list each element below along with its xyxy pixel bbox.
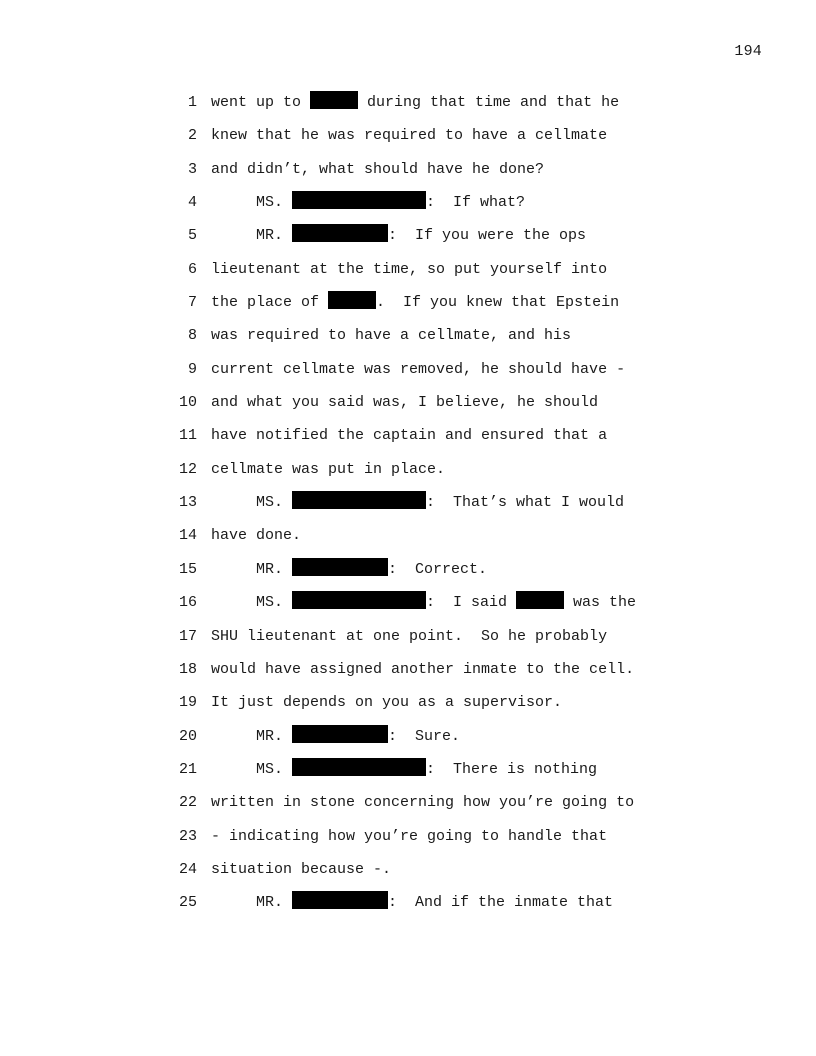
line-text bbox=[211, 624, 607, 650]
text-segment: during that time and that he bbox=[358, 94, 620, 111]
line-number: 4 bbox=[187, 194, 197, 212]
text-segment: : There is nothing bbox=[426, 760, 598, 778]
line-number: 22 bbox=[178, 794, 197, 812]
line-text bbox=[211, 390, 598, 416]
transcript-line bbox=[170, 657, 690, 690]
text-segment: . If you knew that Epstein bbox=[376, 294, 620, 312]
line-number: 8 bbox=[187, 327, 197, 345]
line-number: 13 bbox=[178, 494, 197, 512]
transcript-line bbox=[170, 890, 690, 923]
redaction-box bbox=[292, 758, 426, 776]
transcript-line bbox=[170, 357, 690, 390]
line-number: 10 bbox=[178, 394, 197, 412]
text-segment: situation because -. bbox=[211, 860, 392, 878]
text-segment: and what you said was, I believe, he should bbox=[211, 394, 599, 412]
text-segment: MR. bbox=[211, 727, 293, 745]
text-segment: was required to have a cellmate, and his bbox=[211, 327, 572, 345]
line-text bbox=[211, 790, 634, 816]
transcript-line bbox=[170, 490, 690, 523]
text-segment: SHU lieutenant at one point. So he probably bbox=[211, 627, 608, 645]
transcript-line bbox=[170, 423, 690, 456]
line-text bbox=[211, 590, 636, 616]
line-text bbox=[211, 657, 634, 683]
line-number: 7 bbox=[187, 294, 197, 312]
redaction-box bbox=[292, 224, 388, 242]
line-number: 17 bbox=[178, 627, 197, 645]
transcript-line bbox=[170, 757, 690, 790]
transcript-line bbox=[170, 123, 690, 156]
transcript-line bbox=[170, 323, 690, 356]
transcript-line bbox=[170, 223, 690, 256]
transcript-line bbox=[170, 557, 690, 590]
transcript-line bbox=[170, 690, 690, 723]
text-segment: current cellmate was removed, he should have - bbox=[211, 360, 626, 378]
text-segment: was the bbox=[564, 594, 637, 612]
text-segment: cellmate was put in place. bbox=[211, 460, 446, 478]
text-segment: : If what? bbox=[426, 194, 526, 212]
line-number: 12 bbox=[178, 460, 197, 478]
line-number: 16 bbox=[178, 594, 197, 612]
line-text bbox=[211, 490, 624, 516]
transcript-line bbox=[170, 390, 690, 423]
redaction-box bbox=[292, 725, 388, 743]
line-number: 14 bbox=[178, 527, 197, 545]
line-number: 23 bbox=[178, 827, 197, 845]
transcript-line bbox=[170, 590, 690, 623]
line-number: 20 bbox=[178, 727, 197, 745]
line-text bbox=[211, 123, 607, 149]
line-text bbox=[211, 290, 619, 316]
text-segment: MR. bbox=[211, 894, 293, 912]
line-number: 19 bbox=[178, 694, 197, 712]
line-number: 9 bbox=[187, 360, 197, 378]
text-segment: It just depends on you as a supervisor. bbox=[211, 694, 563, 712]
line-text bbox=[211, 724, 460, 750]
redaction-box bbox=[516, 591, 564, 609]
redaction-box bbox=[292, 891, 388, 909]
transcript-line bbox=[170, 190, 690, 223]
text-segment: lieutenant at the time, so put yourself into bbox=[211, 260, 608, 278]
text-segment: MS. bbox=[211, 494, 293, 512]
line-number: 3 bbox=[187, 160, 197, 178]
redaction-box bbox=[310, 91, 358, 109]
line-text bbox=[211, 223, 586, 249]
line-text bbox=[211, 157, 544, 183]
text-segment: have done. bbox=[211, 527, 302, 545]
redaction-box bbox=[328, 291, 376, 309]
text-segment: : That’s what I would bbox=[426, 494, 625, 512]
text-segment: MS. bbox=[211, 194, 293, 212]
line-text bbox=[211, 857, 391, 883]
line-text bbox=[211, 190, 525, 216]
transcript-line bbox=[170, 857, 690, 890]
line-number: 1 bbox=[187, 94, 197, 111]
line-text bbox=[211, 457, 445, 483]
redaction-box bbox=[292, 191, 426, 209]
text-segment: : If you were the ops bbox=[388, 227, 587, 245]
line-text bbox=[211, 690, 562, 716]
redaction-box bbox=[292, 491, 426, 509]
line-number: 5 bbox=[187, 227, 197, 245]
line-text bbox=[211, 357, 625, 383]
text-segment: : I said bbox=[426, 594, 517, 612]
transcript-lines bbox=[170, 90, 690, 924]
line-number: 11 bbox=[178, 427, 197, 445]
text-segment: and didn’t, what should have he done? bbox=[211, 160, 545, 178]
line-text bbox=[211, 423, 607, 449]
text-segment: MS. bbox=[211, 760, 293, 778]
transcript-line bbox=[170, 257, 690, 290]
line-number: 25 bbox=[178, 894, 197, 912]
redaction-box bbox=[292, 591, 426, 609]
transcript-line bbox=[170, 157, 690, 190]
line-number: 6 bbox=[187, 260, 197, 278]
transcript-line bbox=[170, 624, 690, 657]
transcript-line bbox=[170, 523, 690, 556]
transcript-line bbox=[170, 90, 690, 123]
transcript-line bbox=[170, 457, 690, 490]
text-segment: would have assigned another inmate to the cell. bbox=[211, 660, 635, 678]
line-text bbox=[211, 323, 571, 349]
line-text bbox=[211, 824, 607, 850]
page-number: 194 bbox=[734, 43, 762, 60]
text-segment: - indicating how you’re going to handle that bbox=[211, 827, 608, 845]
line-text bbox=[211, 257, 607, 283]
text-segment: MR. bbox=[211, 227, 293, 245]
text-segment: : Correct. bbox=[388, 560, 488, 578]
line-number: 15 bbox=[178, 560, 197, 578]
line-number: 2 bbox=[187, 127, 197, 145]
line-text bbox=[211, 523, 301, 549]
redaction-box bbox=[292, 558, 388, 576]
transcript-line bbox=[170, 824, 690, 857]
text-segment: MS. bbox=[211, 594, 293, 612]
line-text bbox=[211, 757, 597, 783]
line-text bbox=[211, 890, 613, 916]
line-number: 18 bbox=[178, 660, 197, 678]
text-segment: went up to bbox=[211, 94, 311, 111]
transcript-line bbox=[170, 790, 690, 823]
text-segment: the place of bbox=[211, 294, 329, 312]
text-segment: have notified the captain and ensured that a bbox=[211, 427, 608, 445]
line-text bbox=[211, 90, 619, 116]
text-segment: written in stone concerning how you’re going to bbox=[211, 794, 635, 812]
text-segment: : Sure. bbox=[388, 727, 461, 745]
line-text bbox=[211, 557, 487, 583]
transcript-line bbox=[170, 724, 690, 757]
text-segment: MR. bbox=[211, 560, 293, 578]
transcript-line bbox=[170, 290, 690, 323]
text-segment: : And if the inmate that bbox=[388, 894, 614, 912]
line-number: 21 bbox=[178, 760, 197, 778]
text-segment: knew that he was required to have a cellmate bbox=[211, 127, 608, 145]
line-number: 24 bbox=[178, 860, 197, 878]
